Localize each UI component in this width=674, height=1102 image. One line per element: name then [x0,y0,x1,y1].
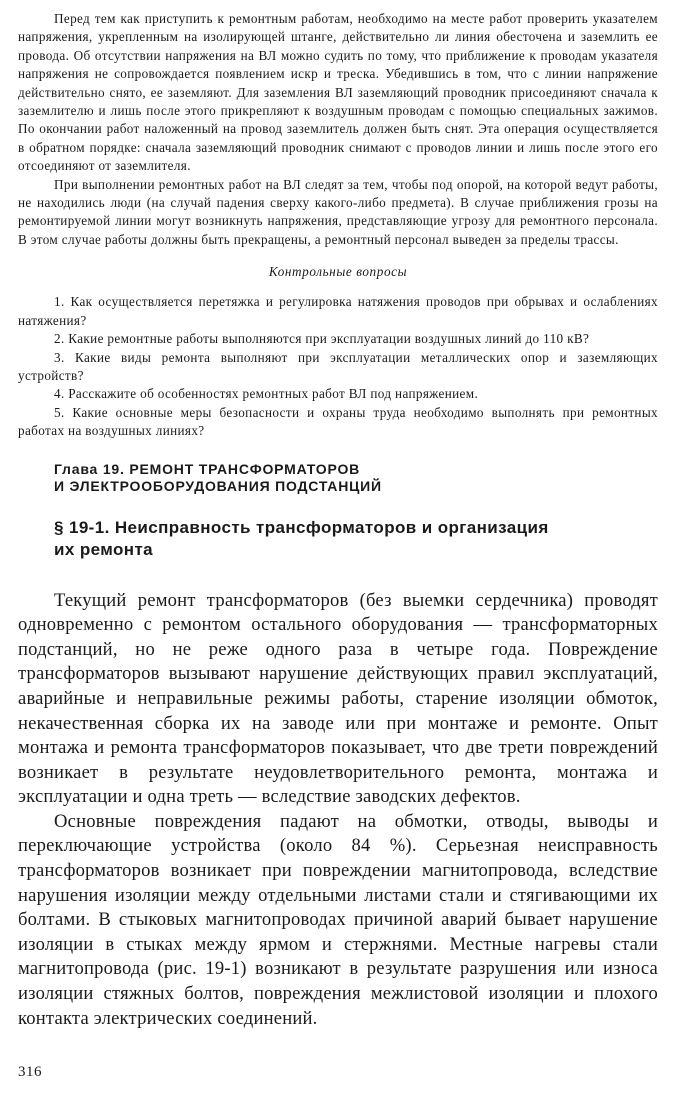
question-item: 1. Как осуществляется перетяжка и регулировка натяжения проводов при обрывах и ослаблениях натяжения? [18,294,658,328]
question-item: 2. Какие ремонтные работы выполняются при эксплуатации воздушных линий до 110 кВ? [54,331,590,347]
body-paragraph-2: Основные повреждения падают на обмотки, отводы, выводы и переключающие устройства (около 84 %). Серьезная неисправность трансформаторов возникает при повреждении магнитопровода, вследствие нарушения изоляции между отдельными листами стали и стягивающими их болтами. В стыковых магнитопроводах причиной аварий бывает нарушение изоляции в стыках между ярмом и стержнями. Местные нагревы стали магнитопровода (рис. 19-1) возникают в результате разрушения или износа изоляции стяжных болтов, повреждения межлистовой изоляции и плохого контакта электрических соединений. [18,810,658,1029]
page-number: 316 [18,1064,42,1080]
chapter-heading [54,461,658,495]
body-paragraph-1: Текущий ремонт трансформаторов (без выемки сердечника) проводят одновременно с ремонтом остального оборудования — трансформаторных подстанций, но не реже одного раза в четыре года. Повреждение трансформаторов вызывают нарушение действующих правил эксплуатаций, аварийные и неправильные режимы работы, старение изоляции обмоток, некачественная сборка их на заводе или при монтаже и ремонте. Опыт монтажа и ремонта трансформаторов показывает, что две трети повреждений возникает в результате неудовлетворительного ремонта, монтажа и эксплуатации и одна треть — вследствие заводских дефектов. [18,589,658,808]
section-heading-line1: § 19-1. Неисправность трансформаторов и организация [54,517,549,537]
chapter-heading-line1: Глава 19. РЕМОНТ ТРАНСФОРМАТОРОВ [54,460,361,477]
intro-paragraph-2: При выполнении ремонтных работ на ВЛ следят за тем, чтобы под опорой, на которой ведут работы, не находились люди (на случай падения сверху какого-либо предмета). В случае приближения грозы на ремонтируемой линии могут возникнуть напряжения, представляющие угрозу для ремонтного персонала. В этом случае работы должны быть прекращены, а ремонтный персонал выведен за пределы трассы. [18,176,658,247]
section-heading [54,517,658,561]
question-item: 5. Какие основные меры безопасности и охраны труда необходимо выполнять при ремонтных работах на воздушных линиях? [18,404,658,439]
questions-list [18,293,658,440]
section-heading-line2: их ремонта [54,539,154,559]
intro-paragraph-1: Перед тем как приступить к ремонтным работам, необходимо на месте работ проверить указателем напряжения, укрепленным на изолирующей штанге, действительно ли линия обесточена и заземлить ее провода. Об отсутствии напряжения на ВЛ можно судить по тому, что приближение к проводам указателя напряжения не сопровождается появлением искр и треска. Убедившись в том, что с линии напряжение действительно снято, ее заземляют. Для заземления ВЛ заземляющий проводник присоединяют сначала к заземлителю и лишь после этого прикрепляют к воздушным проводам с помощью специальных зажимов. По окончании работ наложенный на провод заземлитель должен быть снят. Эта операция осуществляется в обратном порядке: сначала заземляющий проводник снимают с проводов линии и лишь после этого его отсоединяют от заземлителя. [18,11,658,174]
question-item: 3. Какие виды ремонта выполняют при эксплуатации металлических опор и заземляющих устройств? [18,349,658,383]
questions-title: Контрольные вопросы [268,264,408,280]
chapter-heading-line2: И ЭЛЕКТРООБОРУДОВАНИЯ ПОДСТАНЦИЙ [54,477,382,494]
question-item: 4. Расскажите об особенностях ремонтных работ ВЛ под напряжением. [54,386,479,402]
